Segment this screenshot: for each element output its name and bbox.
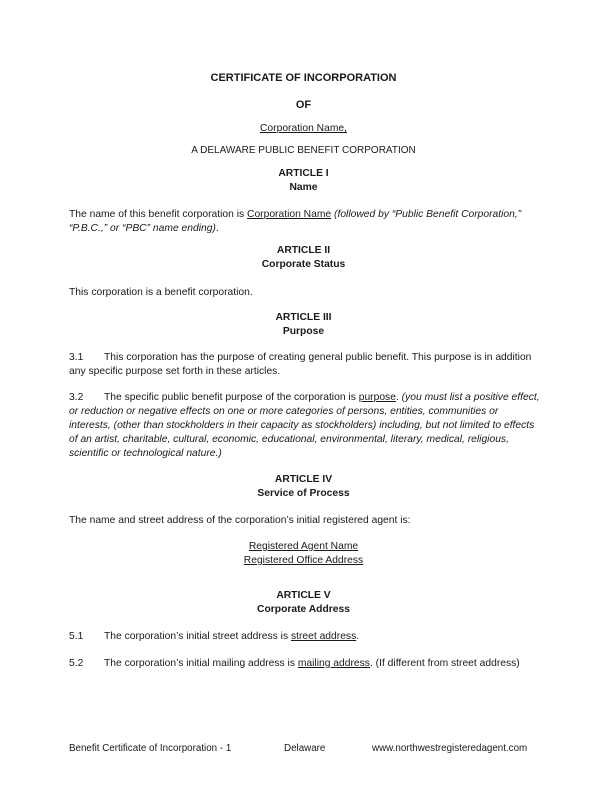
- corporation-name-link[interactable]: Corporation Name: [247, 209, 332, 220]
- document-title: CERTIFICATE OF INCORPORATION: [210, 72, 397, 84]
- article-1-title: Name: [289, 182, 318, 193]
- article-2-paragraph: This corporation is a benefit corporation.: [69, 287, 253, 298]
- street-address-link[interactable]: street address: [290, 631, 357, 642]
- article-3-instruction: (you must list a positive effect, or reduction or negative effects on one or more categories of persons, entities, communities or interests, (other than stockholders in their capacity as stockholders) including, but not limited to effects of an artist, charitable, cultural, economic, educational, environmental, literary, medical, religious, scientific or technological nature.): [69, 392, 540, 459]
- article-5-p1-text: The corporation’s initial street address is: [104, 631, 291, 642]
- registered-agent-name-field[interactable]: Registered Agent Name: [248, 541, 359, 552]
- title-of: OF: [295, 99, 312, 111]
- section-number: 3.2: [69, 392, 84, 403]
- article-3-p1-text: This corporation has the purpose of creating general public benefit. This purpose is in addition any specific purpose set forth in these articles.: [69, 352, 532, 377]
- article-5-paragraph-1: [69, 630, 541, 644]
- article-5-p2-note: . (If different from street address): [369, 658, 520, 669]
- article-4-heading: ARTICLE IV: [274, 474, 333, 485]
- section-number: 5.2: [69, 658, 84, 669]
- article-5-heading: ARTICLE V: [276, 590, 331, 601]
- article-1-heading: ARTICLE I: [278, 168, 329, 179]
- article-1-instruction: (followed by “Public Benefit Corporation,” “P.B.C.,” or “PBC” name ending): [69, 209, 522, 234]
- article-5-paragraph-2: [69, 657, 541, 671]
- article-5-title: Corporate Address: [257, 604, 350, 615]
- article-3-title: Purpose: [282, 326, 325, 337]
- section-number: 5.1: [69, 631, 84, 642]
- footer-website-link[interactable]: www.northwestregisteredagent.com: [372, 743, 528, 754]
- article-4-title: Service of Process: [257, 488, 350, 499]
- registered-office-address-field[interactable]: Registered Office Address: [243, 555, 364, 566]
- article-1-period: .: [215, 223, 219, 234]
- purpose-link[interactable]: purpose: [358, 392, 396, 403]
- article-3-paragraph-1: [69, 351, 541, 379]
- article-4-paragraph: The name and street address of the corporation’s initial registered agent is:: [69, 515, 411, 526]
- article-3-p2-dot: .: [395, 392, 402, 403]
- article-2-title: Corporate Status: [261, 259, 346, 270]
- article-3-p2-text: The specific public benefit purpose of the corporation is: [104, 392, 359, 403]
- mailing-address-link[interactable]: mailing address: [297, 658, 370, 669]
- corporation-name-field[interactable]: Corporation Name,: [260, 123, 347, 134]
- document-subtitle: A DELAWARE PUBLIC BENEFIT CORPORATION: [191, 145, 416, 156]
- article-5-p2-text: The corporation’s initial mailing address is: [104, 658, 298, 669]
- footer-document-name: Benefit Certificate of Incorporation - 1: [69, 743, 232, 754]
- footer-state: Delaware: [284, 743, 326, 754]
- article-3-heading: ARTICLE III: [275, 312, 332, 323]
- article-2-heading: ARTICLE II: [276, 245, 331, 256]
- article-1-text: The name of this benefit corporation is: [69, 209, 248, 220]
- article-1-paragraph: [69, 208, 541, 236]
- section-number: 3.1: [69, 352, 84, 363]
- article-5-p1-period: .: [356, 631, 360, 642]
- article-3-paragraph-2: [69, 391, 541, 461]
